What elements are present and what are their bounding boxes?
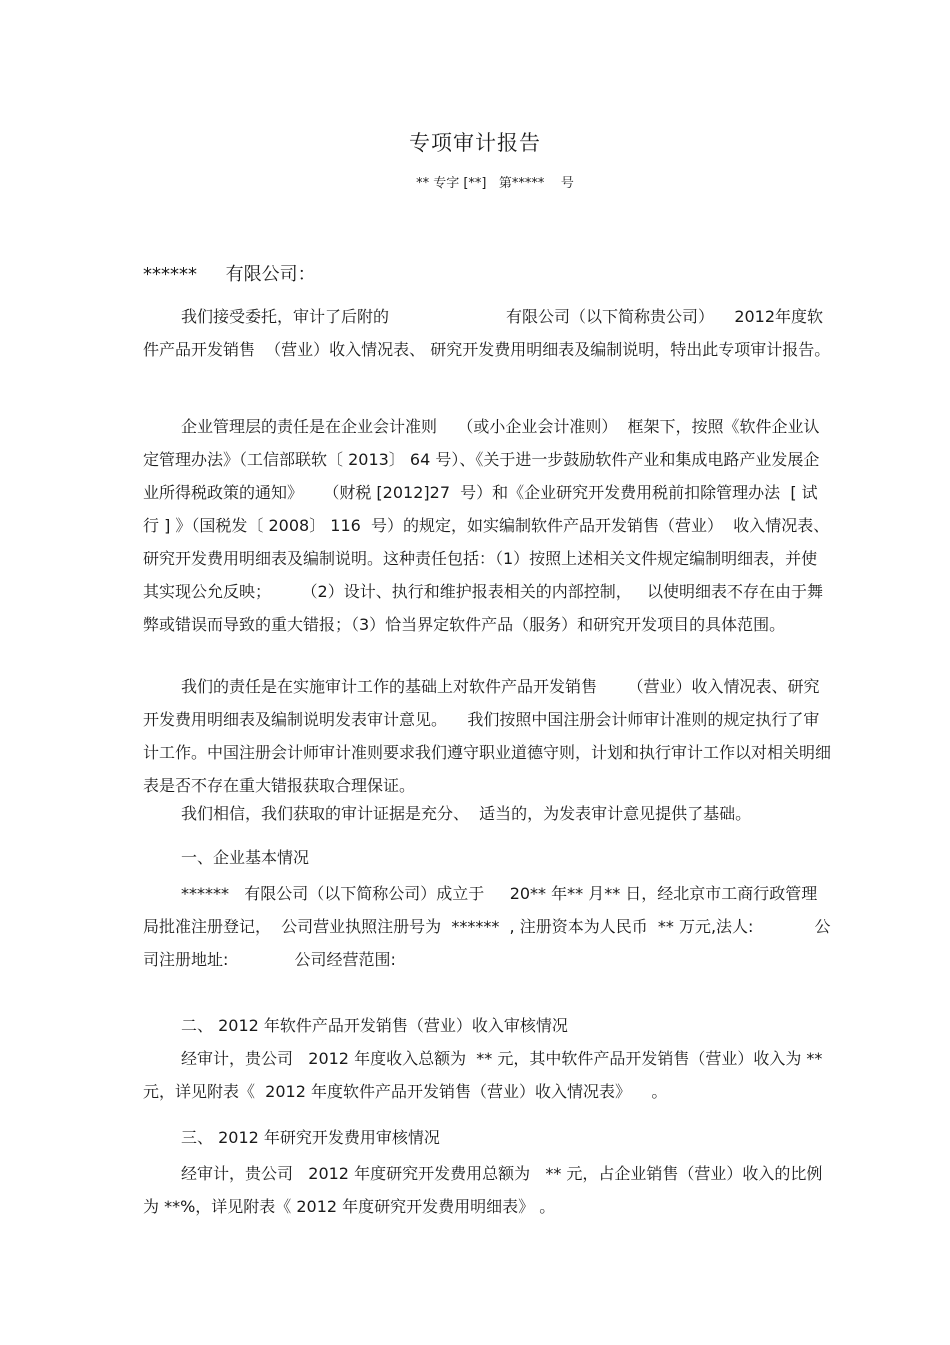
report-title: 专项审计报告 bbox=[409, 131, 541, 155]
paragraph-management-responsibility: 企业管理层的责任是在企业会计准则 （或小企业会计准则） 框架下，按照《软件企业认定管理办法》（工信部联软〔 2013〕 64 号）、《关于进一步鼓励软件产业和集成电路产业发展企业所得税政策的通知》 （财税 [2012]27 号）和《企业研究开发费用税前扣除管理办法 [ 试行 ] 》（国税发〔 2008〕 116 号）的规定，如实编制软件产品开发销售（营业） 收入情况表、研究开发费用明细表及编制说明。这种责任包括：（1）按照上述相关文件规定编制明细表，并使其实现公允反映； （2）设计、执行和维护报表相关的内部控制， 以使明细表不存在由于舞弊或错误而导致的重大错报；（3）恰当界定软件产品（服务）和研究开发项目的具体范围。 bbox=[143, 417, 830, 634]
paragraph-auditor-responsibility: 我们的责任是在实施审计工作的基础上对软件产品开发销售 （营业）收入情况表、研究开发费用明细表及编制说明发表审计意见。 我们按照中国注册会计师审计准则的规定执行了审计工作。中国注册会计师审计准则要求我们遵守职业道德守则，计划和执行审计工作以对相关明细表是否不存在重大错报获取合理保证。 bbox=[143, 677, 832, 795]
paragraph-rd-review: 经审计，贵公司 2012 年度研究开发费用总额为 ** 元，占企业销售（营业）收入的比例为 **%，详见附表《 2012 年度研究开发费用明细表》 。 bbox=[143, 1164, 823, 1216]
paragraph-revenue-review: 经审计，贵公司 2012 年度收入总额为 ** 元，其中软件产品开发销售（营业）收入为 ** 元，详见附表《 2012 年度软件产品开发销售（营业）收入情况表》 。 bbox=[143, 1049, 828, 1101]
section-heading-company-info: 一、企业基本情况 bbox=[181, 848, 310, 867]
section-heading-revenue-review: 二、 2012 年软件产品开发销售（营业）收入审核情况 bbox=[181, 1016, 568, 1035]
addressee: ****** 有限公司： bbox=[143, 264, 316, 285]
paragraph-audit-evidence: 我们相信，我们获取的审计证据是充分、 适当的，为发表审计意见提供了基础。 bbox=[181, 804, 752, 823]
document-number: ** 专字 [**] 第***** 号 bbox=[416, 176, 574, 191]
paragraph-company-info: ****** 有限公司（以下简称公司）成立于 20** 年** 月** 日，经北京市工商行政管理局批准注册登记， 公司营业执照注册号为 ****** , 注册资本为人民币 ** 万元,法人: 公司注册地址: 公司经营范围: bbox=[143, 884, 831, 969]
section-heading-rd-review: 三、 2012 年研究开发费用审核情况 bbox=[181, 1128, 440, 1147]
paragraph-engagement: 我们接受委托，审计了后附的 有限公司（以下简称贵公司） 2012年度软件产品开发销售 （营业）收入情况表、 研究开发费用明细表及编制说明，特出此专项审计报告。 bbox=[143, 307, 831, 359]
